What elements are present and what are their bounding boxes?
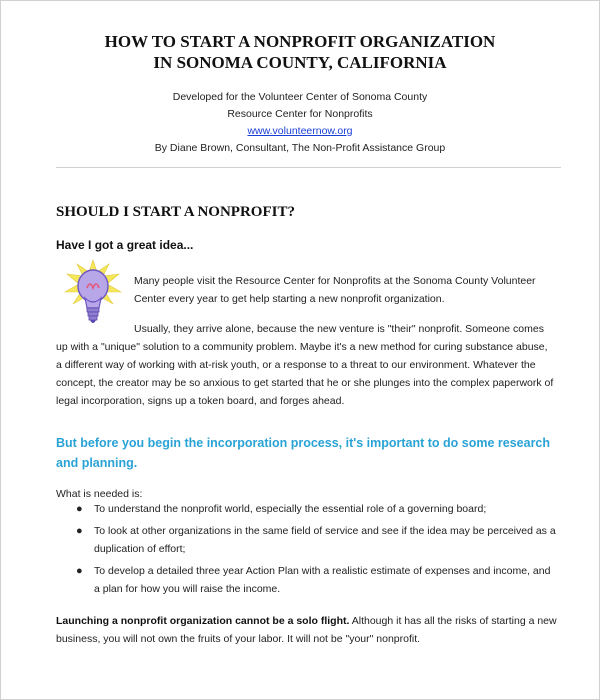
website-link[interactable]: www.volunteernow.org [247,125,353,137]
list-item: ● To develop a detailed three year Action Plan with a realistic estimate of expenses and income, and a plan for how you will raise the income. [56,562,556,598]
document-title [1,31,599,73]
bullet-icon: ● [76,525,83,537]
list-item: ● To understand the nonprofit world, especially the essential role of a governing board; [56,500,556,518]
section-heading: SHOULD I START A NONPROFIT? [56,204,295,220]
bullet-icon: ● [76,565,83,577]
callout-text: But before you begin the incorporation process, it's important to do some research and planning. [56,436,551,470]
title-line-1: HOW TO START A NONPROFIT ORGANIZATION [104,32,496,51]
story-paragraph: Usually, they arrive alone, because the new venture is "their" nonprofit. Someone comes up with a "unique" solution to a community problem. Maybe it's a new method for curing substance abuse, a different way of working with at-risk youth, or a response to a threat to our environment. Whatever the concept, the creator may be so anxious to get started that he or she plunges into the complex paperwork of legal incorporation, signs up a token board, and forges ahead. [56,323,554,407]
closing-bold: Launching a nonprofit organization cannot be a solo flight. [56,615,350,627]
credit-line-2: Resource Center for Nonprofits [227,108,373,120]
header-divider [56,167,561,168]
title-line-2: IN SONOMA COUNTY, CALIFORNIA [153,53,447,72]
intro-paragraph: Many people visit the Resource Center for Nonprofits at the Sonoma County Volunteer Center every year to get help starting a new nonprofit organization. [134,275,536,305]
closing-rest: Although it has all the risks of starting a new business, you will not own the fruits of your labor. It will not be "your" nonprofit. [56,615,557,645]
credit-line-4: By Diane Brown, Consultant, The Non-Profit Assistance Group [154,142,446,154]
needed-intro: What is needed is: [56,488,143,500]
list-item: ● To look at other organizations in the same field of service and see if the idea may be perceived as a duplication of effort; [56,522,556,558]
credit-line-1: Developed for the Volunteer Center of Sonoma County [172,91,428,103]
credits-block [1,89,599,157]
section-subheading: Have I got a great idea... [56,238,194,252]
needed-list [56,500,556,602]
bullet-icon: ● [76,503,83,515]
closing-paragraph [56,612,561,648]
